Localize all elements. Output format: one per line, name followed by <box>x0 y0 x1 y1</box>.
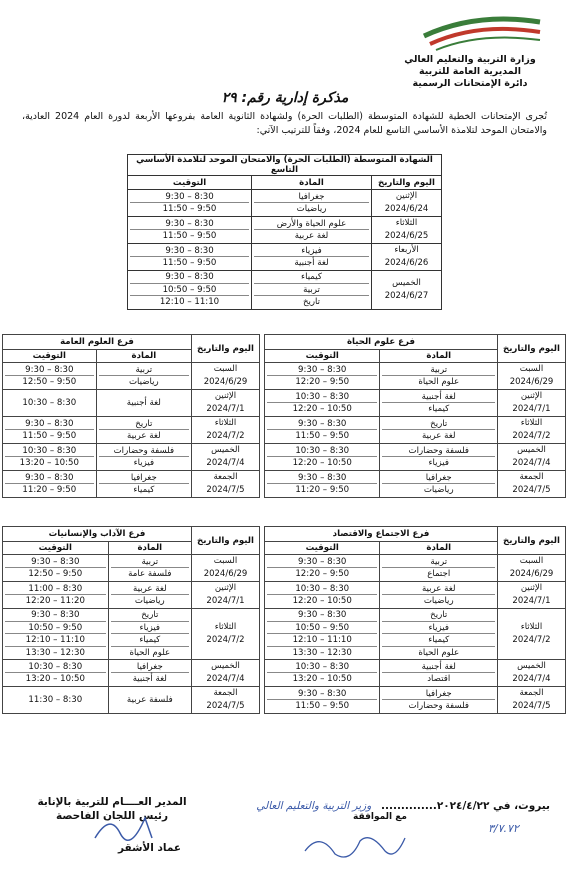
exam-date: 2024/6/26 <box>384 258 429 268</box>
col-time-header: التوقيت <box>128 176 252 190</box>
time-cell-entry: 10:50 – 9:50 <box>5 622 106 635</box>
intro-paragraph: تُجرى الإمتحانات الخطية للشهادة المتوسطة (الطلبات الحرة) ولشهادة الثانوية العامة بفروعها الأربعة لدورة العام 2024 العادية، والامتحان الموحد لتلامذة الأساسي التاسع للعام 2024، وفقاً للترتيب الآتي: <box>22 111 547 136</box>
branch-title: فرع الآداب والإنسانيات <box>3 527 192 542</box>
subject-cell-entry: لغة عربية <box>294 231 329 241</box>
time-cell <box>3 609 109 660</box>
day-name: السبت <box>213 364 238 374</box>
day-date-cell <box>192 582 260 609</box>
day-date-cell <box>192 390 260 417</box>
subject-cell-entry: رياضيات <box>423 596 454 606</box>
time-cell-entry: 9:30 – 8:30 <box>267 609 377 622</box>
subject-cell <box>96 444 191 471</box>
exam-date: 2024/7/4 <box>512 674 551 684</box>
time-cell-entry: 12:50 – 9:50 <box>28 569 83 579</box>
subject-cell-entry: فلسفة عامة <box>128 569 172 579</box>
day-date-cell <box>192 660 260 687</box>
day-date-cell <box>192 609 260 660</box>
day-name: الجمعة <box>213 472 238 482</box>
time-cell <box>128 271 252 310</box>
subject-cell-entry: فيزياء <box>254 245 369 258</box>
subject-cell-entry: رياضيات <box>134 596 165 606</box>
subject-cell-entry: تاريخ <box>382 418 495 431</box>
branch-table-general-sciences <box>2 334 260 498</box>
minister-title: وزير التربية والتعليم العالي <box>256 800 372 812</box>
time-cell <box>265 417 380 444</box>
day-name: الجمعة <box>519 688 544 698</box>
department-line: دائرة الإمتحانات الرسمية <box>412 78 528 89</box>
subject-cell-entry: لغة أجنبية <box>126 397 161 408</box>
subject-cell-entry: لغة أجنبية <box>132 674 167 684</box>
exam-date: 2024/7/1 <box>206 596 245 606</box>
time-cell-entry: 9:30 – 8:30 <box>267 688 377 701</box>
time-cell-entry: 11:20 – 9:50 <box>295 485 350 495</box>
time-cell-entry: 11:50 – 9:50 <box>162 258 217 268</box>
table-row <box>3 363 260 390</box>
time-cell-entry: 9:30 – 8:30 <box>5 556 106 569</box>
exam-date: 2024/6/29 <box>509 377 554 387</box>
time-cell-entry: 11:50 – 9:50 <box>22 431 77 441</box>
table-row <box>265 609 566 660</box>
col-subject-header: المادة <box>108 542 191 555</box>
time-cell-entry: 10:50 – 9:50 <box>267 622 377 635</box>
subject-cell-entry: علوم الحياة <box>418 647 460 658</box>
time-cell <box>265 582 380 609</box>
subject-cell-entry: فيزياء <box>133 458 155 468</box>
exam-date: 2024/7/2 <box>512 431 551 441</box>
top-exam-table <box>127 154 442 310</box>
day-name: السبت <box>213 556 238 566</box>
subject-cell-entry: فلسفة وحضارات <box>408 701 469 711</box>
subject-cell <box>96 363 191 390</box>
time-cell-entry: 11:50 – 9:50 <box>162 231 217 241</box>
ministry-header <box>395 54 545 90</box>
time-cell <box>3 555 109 582</box>
table-row <box>128 271 442 310</box>
exam-date: 2024/6/25 <box>384 231 429 241</box>
time-cell-entry: 10:30 – 8:30 <box>22 397 77 408</box>
day-name: الأربعاء <box>394 245 419 255</box>
time-cell-entry: 11:50 – 9:50 <box>162 204 217 214</box>
exam-date: 2024/7/5 <box>206 485 245 495</box>
exam-date: 2024/7/4 <box>206 458 245 468</box>
table-row <box>265 660 566 687</box>
time-cell-entry: 12:20 – 10:50 <box>292 458 352 468</box>
time-cell <box>3 390 97 417</box>
col-time-header: التوقيت <box>265 350 380 363</box>
time-cell-entry: 13:30 – 12:30 <box>25 647 85 658</box>
table-row <box>3 390 260 417</box>
subject-cell <box>380 687 498 714</box>
exam-date: 2024/7/1 <box>512 404 551 414</box>
day-name: الإثنين <box>520 583 543 593</box>
col-time-header: التوقيت <box>3 542 109 555</box>
subject-cell-entry: لغة أجنبية <box>294 258 329 268</box>
subject-cell <box>96 471 191 498</box>
time-cell <box>3 660 109 687</box>
col-day-header: اليوم والتاريخ <box>498 335 566 363</box>
day-name: الخميس <box>517 445 546 455</box>
subject-cell <box>380 363 498 390</box>
place-date-text: بيروت، في ٢٠٢٤/٤/٢٢.............. <box>380 800 550 812</box>
subject-cell-entry: تاريخ <box>382 609 495 622</box>
table-row <box>265 444 566 471</box>
time-cell-entry: 9:30 – 8:30 <box>130 218 249 231</box>
time-cell-entry: 11:00 – 8:30 <box>5 583 106 596</box>
col-subject-header: المادة <box>96 350 191 363</box>
time-cell <box>265 390 380 417</box>
table-row <box>3 444 260 471</box>
day-date-cell <box>498 363 566 390</box>
subject-cell-entry: تربية <box>382 364 495 377</box>
time-cell-entry: 10:30 – 8:30 <box>267 445 377 458</box>
exam-date: 2024/7/4 <box>206 674 245 684</box>
day-name: الجمعة <box>519 472 544 482</box>
time-cell-entry: 13:20 – 10:50 <box>25 674 85 684</box>
table-row <box>3 609 260 660</box>
time-cell <box>265 444 380 471</box>
day-date-cell <box>192 363 260 390</box>
directorate-line: المديرية العامة للتربية <box>419 66 521 77</box>
subject-cell-entry: تربية <box>111 556 189 569</box>
day-date-cell <box>372 190 442 217</box>
subject-cell-entry: فيزياء <box>111 622 189 635</box>
committee-title: رئيس اللجان الفاحصة <box>55 810 169 822</box>
branch-table-life-sciences <box>264 334 566 498</box>
time-cell-entry: 13:20 – 10:50 <box>292 674 352 684</box>
time-cell <box>265 687 380 714</box>
time-cell <box>3 363 97 390</box>
day-name: السبت <box>519 364 544 374</box>
subject-cell <box>380 444 498 471</box>
time-cell <box>265 609 380 660</box>
time-cell-entry: 12:10 – 11:10 <box>267 634 377 647</box>
subject-cell-entry: تاريخ <box>99 418 189 431</box>
col-day-header: اليوم والتاريخ <box>372 176 442 190</box>
day-date-cell <box>192 555 260 582</box>
time-cell <box>128 190 252 217</box>
subject-cell <box>380 417 498 444</box>
day-name: الخميس <box>517 661 546 671</box>
table-row <box>3 660 260 687</box>
exam-date: 2024/6/24 <box>384 204 429 214</box>
time-cell <box>128 244 252 271</box>
subject-cell-entry: فيزياء <box>428 458 449 468</box>
subject-cell-entry: تربية <box>254 284 369 297</box>
time-cell-entry: 12:10 – 11:10 <box>159 297 220 307</box>
time-cell-entry: 10:30 – 8:30 <box>267 661 377 674</box>
place-date <box>250 800 550 812</box>
subject-cell-entry: كيمياء <box>428 404 450 414</box>
time-cell-entry: 11:20 – 9:50 <box>22 485 77 495</box>
subject-cell-entry: علوم الحياة <box>129 647 171 658</box>
branch-table-literature-humanities <box>2 526 260 714</box>
time-cell <box>3 687 109 714</box>
time-cell <box>128 217 252 244</box>
subject-cell <box>108 687 191 714</box>
table-row <box>3 471 260 498</box>
time-cell-entry: 12:20 – 9:50 <box>295 377 350 387</box>
time-cell-entry: 12:10 – 11:10 <box>5 634 106 647</box>
day-name: الجمعة <box>213 688 238 698</box>
exam-date: 2024/6/29 <box>203 569 248 579</box>
exam-date: 2024/6/29 <box>203 377 248 387</box>
time-cell-entry: 12:20 – 10:50 <box>292 596 352 606</box>
time-cell-entry: 9:30 – 8:30 <box>267 364 377 377</box>
day-name: الإثنين <box>395 191 418 201</box>
exam-date: 2024/7/5 <box>512 485 551 495</box>
col-day-header: اليوم والتاريخ <box>192 527 260 555</box>
exam-date: 2024/7/5 <box>512 701 551 711</box>
subject-cell-entry: لغة عربية <box>421 431 456 441</box>
subject-cell-entry: كيمياء <box>111 634 189 647</box>
subject-cell <box>108 582 191 609</box>
subject-cell-entry: جغرافيا <box>99 472 189 485</box>
day-date-cell <box>192 471 260 498</box>
memo-title: مذكرة إدارية رقم: ٢٩ <box>221 90 349 106</box>
col-subject-header: المادة <box>380 350 498 363</box>
time-cell-entry: 9:30 – 8:30 <box>267 556 377 569</box>
time-cell <box>3 471 97 498</box>
day-name: الثلاثاء <box>214 418 237 428</box>
director-title: المدير العــــام للتربية بالإنابة <box>37 796 187 808</box>
table-row <box>128 244 442 271</box>
subject-cell <box>380 390 498 417</box>
time-cell-entry: 10:30 – 8:30 <box>267 391 377 404</box>
subject-cell-entry: فلسفة وحضارات <box>382 445 495 458</box>
top-table-title: الشهادة المتوسطة (الطلبات الحرة) والامتحان الموحد لتلامذة الأساسي التاسع <box>128 155 442 176</box>
exam-date: 2024/7/2 <box>206 635 245 645</box>
subject-cell-entry: علوم الحياة <box>418 377 460 387</box>
time-cell <box>3 582 109 609</box>
time-cell-entry: 10:30 – 8:30 <box>5 661 106 674</box>
time-cell-entry: 9:30 – 8:30 <box>5 472 94 485</box>
table-row <box>128 190 442 217</box>
table-row <box>265 555 566 582</box>
time-cell-entry: 12:20 – 10:50 <box>292 404 352 414</box>
subject-cell-entry: لغة عربية <box>382 583 495 596</box>
time-cell-entry: 9:30 – 8:30 <box>5 418 94 431</box>
table-row <box>265 687 566 714</box>
time-cell-entry: 9:30 – 8:30 <box>5 609 106 622</box>
day-date-cell <box>498 471 566 498</box>
subject-cell <box>252 217 372 244</box>
time-cell-entry: 12:20 – 9:50 <box>295 569 350 579</box>
subject-cell-entry: لغة عربية <box>127 431 161 441</box>
subject-cell-entry: تاريخ <box>302 297 321 307</box>
subject-cell-entry: تاريخ <box>111 609 189 622</box>
agreement-label: مع الموافقة <box>353 812 407 822</box>
subject-cell-entry: جغرافيا <box>254 191 369 204</box>
day-date-cell <box>192 444 260 471</box>
time-cell-entry: 9:30 – 8:30 <box>267 418 377 431</box>
subject-cell <box>108 555 191 582</box>
exam-date: 2024/7/1 <box>206 404 245 414</box>
day-name: الثلاثاء <box>395 218 418 228</box>
time-cell-entry: 9:30 – 8:30 <box>130 271 249 284</box>
time-cell-entry: 9:30 – 8:30 <box>130 191 249 204</box>
col-time-header: التوقيت <box>265 542 380 555</box>
subject-cell-entry: لغة أجنبية <box>382 661 495 674</box>
subject-cell <box>380 471 498 498</box>
day-date-cell <box>498 660 566 687</box>
time-cell-entry: 9:30 – 8:30 <box>267 472 377 485</box>
day-date-cell <box>372 271 442 310</box>
table-row <box>3 582 260 609</box>
subject-cell <box>380 660 498 687</box>
subject-cell-entry: فلسفة وحضارات <box>99 445 189 458</box>
time-cell <box>265 471 380 498</box>
table-row <box>3 417 260 444</box>
time-cell <box>265 555 380 582</box>
subject-cell <box>380 609 498 660</box>
subject-cell <box>252 244 372 271</box>
subject-cell-entry: علوم الحياة والأرض <box>254 218 369 231</box>
exam-date: 2024/7/4 <box>512 458 551 468</box>
subject-cell-entry: جغرافيا <box>382 472 495 485</box>
time-cell <box>3 444 97 471</box>
time-cell-entry: 12:20 – 11:20 <box>25 596 85 606</box>
subject-cell-entry: فلسفة عربية <box>126 694 173 705</box>
subject-cell <box>380 582 498 609</box>
day-name: الإثنين <box>214 391 237 401</box>
subject-cell <box>252 190 372 217</box>
subject-cell-entry: فيزياء <box>382 622 495 635</box>
day-date-cell <box>372 217 442 244</box>
minister-signature <box>300 826 410 870</box>
day-name: الخميس <box>392 277 421 288</box>
time-cell-entry: 10:30 – 8:30 <box>267 583 377 596</box>
ministry-logo <box>416 6 546 56</box>
day-name: الثلاثاء <box>520 622 543 632</box>
day-date-cell <box>498 555 566 582</box>
subject-cell-entry: رياضيات <box>296 204 327 214</box>
subject-cell-entry: اقتصاد <box>427 674 451 684</box>
day-name: الثلاثاء <box>214 622 237 632</box>
director-name: عماد الأشقر <box>118 842 182 854</box>
exam-date: 2024/7/2 <box>512 635 551 645</box>
col-subject-header: المادة <box>380 542 498 555</box>
time-cell-entry: 11:30 – 8:30 <box>28 694 83 705</box>
table-row <box>265 390 566 417</box>
branch-table-sociology-economics <box>264 526 566 714</box>
subject-cell-entry: تربية <box>382 556 495 569</box>
subject-cell-entry: كيمياء <box>254 271 369 284</box>
time-cell <box>3 417 97 444</box>
exam-date: 2024/7/1 <box>512 596 551 606</box>
time-cell <box>265 660 380 687</box>
exam-date: 2024/7/5 <box>206 701 245 711</box>
time-cell-entry: 9:30 – 8:30 <box>130 245 249 258</box>
subject-cell-entry: جغرافيا <box>382 688 495 701</box>
exam-date: 2024/6/29 <box>509 569 554 579</box>
day-name: الإثنين <box>214 583 237 593</box>
subject-cell-entry: جغرافيا <box>111 661 189 674</box>
time-cell-entry: 10:50 – 9:50 <box>130 284 249 297</box>
col-day-header: اليوم والتاريخ <box>498 527 566 555</box>
time-cell-entry: 11:50 – 9:50 <box>295 431 350 441</box>
col-time-header: التوقيت <box>3 350 97 363</box>
branch-title: فرع الاجتماع والاقتصاد <box>265 527 498 542</box>
subject-cell-entry: كيمياء <box>133 485 155 495</box>
time-cell-entry: 10:30 – 8:30 <box>5 445 94 458</box>
handwritten-reference: ٣/٧.٧٢ <box>488 822 519 835</box>
branch-title: فرع العلوم العامة <box>3 335 192 350</box>
day-date-cell <box>192 417 260 444</box>
table-row <box>3 555 260 582</box>
time-cell-entry: 13:30 – 12:30 <box>292 647 352 658</box>
subject-cell <box>96 417 191 444</box>
day-date-cell <box>498 582 566 609</box>
table-row <box>265 471 566 498</box>
subject-cell-entry: رياضيات <box>423 485 454 495</box>
day-date-cell <box>192 687 260 714</box>
subject-cell <box>108 609 191 660</box>
day-name: الخميس <box>211 661 240 671</box>
table-row <box>265 582 566 609</box>
day-date-cell <box>498 417 566 444</box>
table-row <box>128 217 442 244</box>
table-row <box>265 417 566 444</box>
time-cell-entry: 13:20 – 10:50 <box>19 458 79 468</box>
time-cell-entry: 12:50 – 9:50 <box>22 377 77 387</box>
subject-cell-entry: تربية <box>99 364 189 377</box>
day-name: الإثنين <box>520 391 543 401</box>
col-subject-header: المادة <box>252 176 372 190</box>
time-cell-entry: 11:50 – 9:50 <box>295 701 350 711</box>
day-date-cell <box>498 687 566 714</box>
subject-cell <box>252 271 372 310</box>
table-row <box>265 363 566 390</box>
subject-cell-entry: كيمياء <box>382 634 495 647</box>
day-date-cell <box>498 609 566 660</box>
subject-cell-entry: لغة عربية <box>111 583 189 596</box>
subject-cell-entry: رياضيات <box>128 377 159 387</box>
col-day-header: اليوم والتاريخ <box>192 335 260 363</box>
table-row <box>3 687 260 714</box>
day-date-cell <box>498 390 566 417</box>
subject-cell <box>108 660 191 687</box>
day-name: الخميس <box>211 445 240 455</box>
day-name: السبت <box>519 556 544 566</box>
day-name: الثلاثاء <box>520 418 543 428</box>
subject-cell <box>96 390 191 417</box>
subject-cell-entry: لغة أجنبية <box>382 391 495 404</box>
subject-cell-entry: اجتماع <box>427 569 451 579</box>
day-date-cell <box>498 444 566 471</box>
exam-date: 2024/6/27 <box>384 290 429 301</box>
ministry-line: وزارة التربية والتعليم العالي <box>404 54 536 65</box>
day-date-cell <box>372 244 442 271</box>
exam-date: 2024/7/2 <box>206 431 245 441</box>
branch-title: فرع علوم الحياة <box>265 335 498 350</box>
time-cell <box>265 363 380 390</box>
subject-cell <box>380 555 498 582</box>
time-cell-entry: 9:30 – 8:30 <box>5 364 94 377</box>
